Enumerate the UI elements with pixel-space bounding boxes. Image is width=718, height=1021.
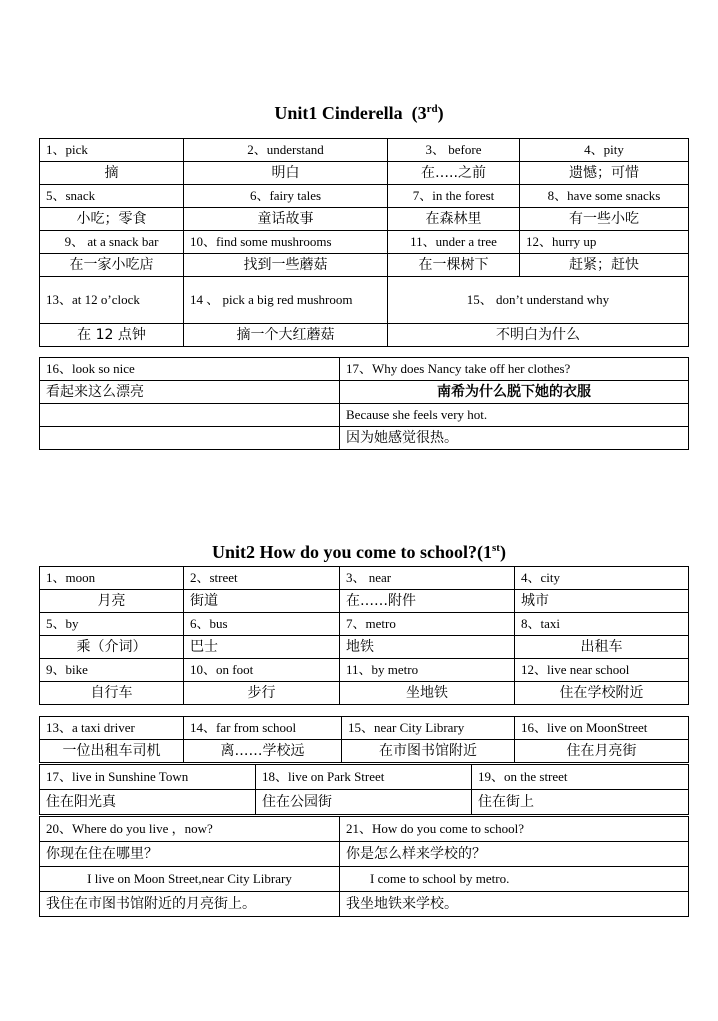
vocab-en: 6、bus [184,613,340,636]
vocab-zh: 明白 [184,162,388,185]
table-row [40,590,689,613]
table-row [40,613,689,636]
vocab-zh: 住在公园街 [256,790,472,815]
vocab-en: 14、far from school [184,717,342,740]
vocab-zh: 坐地铁 [340,682,515,705]
vocab-en: 19、on the street [472,765,689,790]
table-row [40,231,689,254]
table-row [40,682,689,705]
vocab-zh: 一位出租车司机 [40,740,184,763]
vocab-zh: 离……学校远 [184,740,342,763]
table-row [40,892,689,917]
question-zh: 你现在住在哪里？ [40,842,340,867]
table-row [40,324,689,347]
vocab-zh: 住在学校附近 [515,682,689,705]
vocab-zh: 乘（介词） [40,636,184,659]
vocab-zh: 月亮 [40,590,184,613]
vocab-en: 13、a taxi driver [40,717,184,740]
table-row [40,277,689,324]
vocab-en: 2、understand [184,139,388,162]
vocab-zh: 摘 [40,162,184,185]
table-row [40,867,689,892]
vocab-zh: 在…..之前 [388,162,520,185]
answer-zh: 因为她感觉很热。 [340,427,689,450]
vocab-en: 10、on foot [184,659,340,682]
table-row [40,765,689,790]
unit2-vocab-table-2 [39,716,689,763]
vocab-en: 15、 don’t understand why [388,277,689,324]
phrase-en: 16、look so nice [40,358,340,381]
vocab-zh: 出租车 [515,636,689,659]
table-row [40,636,689,659]
table-row [40,404,689,427]
vocab-en: 11、under a tree [388,231,520,254]
empty-cell [40,404,340,427]
vocab-zh: 住在阳光真 [40,790,256,815]
table-row [40,358,689,381]
vocab-zh: 地铁 [340,636,515,659]
vocab-zh: 城市 [515,590,689,613]
vocab-zh: 步行 [184,682,340,705]
table-row [40,740,689,763]
vocab-en: 3、 near [340,567,515,590]
table-row [40,208,689,231]
phrase-zh: 看起来这么漂亮 [40,381,340,404]
vocab-en: 13、at 12 o’clock [40,277,184,324]
vocab-zh: 在……附件 [340,590,515,613]
vocab-zh: 找到一些蘑菇 [184,254,388,277]
vocab-en: 6、fairy tales [184,185,388,208]
vocab-zh: 在市图书馆附近 [342,740,515,763]
question-zh: 南希为什么脱下她的衣服 [340,381,689,404]
unit1-sentence-table [39,357,689,450]
unit2-vocab-table [39,566,689,705]
answer-en: I come to school by metro. [340,867,689,892]
vocab-en: 4、city [515,567,689,590]
vocab-en: 5、by [40,613,184,636]
unit2-vocab-table-3 [39,764,689,815]
unit2-sentence-table [39,816,689,917]
table-row [40,185,689,208]
vocab-zh: 在 12 点钟 [40,324,184,347]
answer-en: Because she feels very hot. [340,404,689,427]
vocab-en: 8、have some snacks [520,185,689,208]
vocab-en: 10、find some mushrooms [184,231,388,254]
vocab-en: 2、street [184,567,340,590]
answer-zh: 我住在市图书馆附近的月亮街上。 [40,892,340,917]
table-row [40,842,689,867]
vocab-zh: 在一棵树下 [388,254,520,277]
table-row [40,381,689,404]
vocab-en: 7、metro [340,613,515,636]
vocab-zh: 自行车 [40,682,184,705]
vocab-en: 7、in the forest [388,185,520,208]
vocab-en: 9、 at a snack bar [40,231,184,254]
vocab-zh: 在一家小吃店 [40,254,184,277]
question-zh: 你是怎么样来学校的？ [340,842,689,867]
answer-en: I live on Moon Street,near City Library [40,867,340,892]
table-row [40,254,689,277]
unit1-title: Unit1 Cinderella (3rd) [274,103,444,123]
table-row [40,659,689,682]
vocab-zh: 住在街上 [472,790,689,815]
empty-cell [40,427,340,450]
vocab-en: 5、snack [40,185,184,208]
vocab-en: 12、hurry up [520,231,689,254]
vocab-en: 16、live on MoonStreet [515,717,689,740]
table-row [40,790,689,815]
question-en: 21、How do you come to school? [340,817,689,842]
vocab-en: 3、 before [388,139,520,162]
vocab-zh: 在森林里 [388,208,520,231]
question-en: 17、Why does Nancy take off her clothes? [340,358,689,381]
vocab-en: 17、live in Sunshine Town [40,765,256,790]
vocab-zh: 巴士 [184,636,340,659]
vocab-zh: 有一些小吃 [520,208,689,231]
vocab-zh: 街道 [184,590,340,613]
answer-zh: 我坐地铁来学校。 [340,892,689,917]
vocab-en: 12、live near school [515,659,689,682]
vocab-en: 8、taxi [515,613,689,636]
vocab-zh: 童话故事 [184,208,388,231]
vocab-zh: 住在月亮街 [515,740,689,763]
vocab-en: 11、by metro [340,659,515,682]
table-row [40,139,689,162]
vocab-en: 1、moon [40,567,184,590]
vocab-en: 15、near City Library [342,717,515,740]
vocab-en: 9、bike [40,659,184,682]
question-en: 20、Where do you live ，now? [40,817,340,842]
table-row [40,162,689,185]
unit1-vocab-table [39,138,689,347]
vocab-zh: 赶紧；赶快 [520,254,689,277]
vocab-en: 1、pick [40,139,184,162]
unit2-title: Unit2 How do you come to school?(1st) [212,542,506,562]
table-row [40,427,689,450]
vocab-en: 4、pity [520,139,689,162]
table-row [40,817,689,842]
vocab-zh: 遗憾；可惜 [520,162,689,185]
vocab-en: 18、live on Park Street [256,765,472,790]
table-row [40,567,689,590]
table-row [40,717,689,740]
vocab-zh: 摘一个大红蘑菇 [184,324,388,347]
vocab-en: 14 、 pick a big red mushroom [184,277,388,324]
vocab-zh: 不明白为什么 [388,324,689,347]
vocab-zh: 小吃；零食 [40,208,184,231]
